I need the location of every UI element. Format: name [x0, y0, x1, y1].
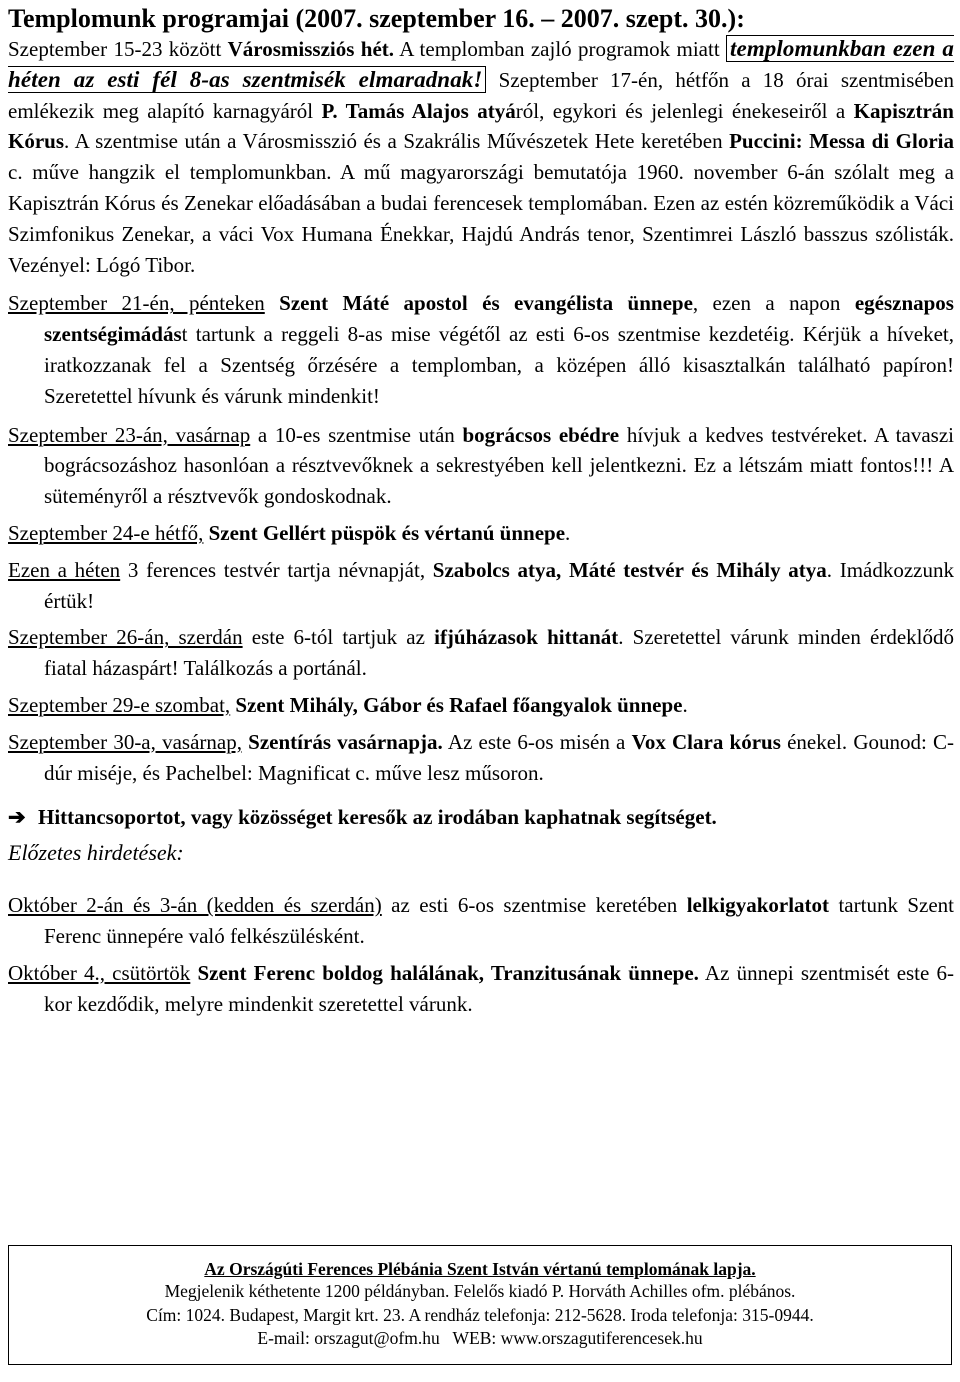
paragraph-oct-2-3 — [8, 890, 954, 952]
text: t tartunk a reggeli 8-as mise végétől az esti 6-os szentmise kezdetéig. Kérjük a híveket, iratkozzanak fel a Szentség őrzésére a templomban, a középen álló kisasztalkán található papíron! Szeretettel hívunk és várunk mindenkit! — [44, 322, 954, 408]
footer-line-1: Megjelenik kéthetente 1200 példányban. Felelős kiadó P. Horváth Achilles ofm. plébános. — [164, 1281, 796, 1301]
bold-szentsegimadas: egésznapos szentségimádás — [44, 291, 954, 347]
text: . — [565, 520, 571, 545]
text: tartunk Szent Ferenc ünnepére való felkészülésként. — [44, 893, 955, 949]
text: . — [682, 692, 688, 717]
paragraph-sept-21 — [8, 288, 954, 411]
text: Az este 6-os misén a — [442, 729, 632, 754]
footer-title: Az Országúti Ferences Plébánia Szent István vértanú templomának lapja. — [204, 1259, 756, 1279]
text: A templomban zajló programok miatt — [394, 37, 727, 61]
newsletter-page — [8, 4, 954, 1020]
bold-szent-mate: Szent Máté apostol és evangélista ünnepe — [279, 291, 693, 316]
text — [265, 291, 279, 315]
date-oct-4: Október 4., csütörtök — [8, 960, 191, 985]
date-sept-23: Szeptember 23-án, vasárnap — [8, 422, 251, 447]
bold-vox-clara: Vox Clara kórus — [631, 729, 781, 754]
footer-line-2: Cím: 1024. Budapest, Margit krt. 23. A rendház telefonja: 212-5628. Iroda telefonja: 315-0944. — [146, 1304, 814, 1325]
date-sept-24: Szeptember 24-e hétfő, — [8, 520, 204, 545]
bold-foangyalok: Szent Mihály, Gábor és Rafael főangyalok ünnepe — [235, 692, 683, 717]
bold-szent-ferenc: Szent Ferenc boldog halálának, Tranzitusának ünnepe. — [197, 960, 699, 985]
text: Az ünnepi szentmisét este 6-kor kezdődik, melyre mindenkit szeretettel várunk. — [44, 960, 954, 1016]
footer-box — [8, 1245, 952, 1365]
bold-tamas-alajos: P. Tamás Alajos atyá — [321, 98, 516, 123]
bold-lelkigyakorlat: lelkigyakorlatot — [686, 893, 830, 918]
hittan-notice — [8, 802, 954, 832]
bold-szent-gellert: Szent Gellért püspök és vértanú ünnepe — [208, 520, 566, 545]
paragraph-oct-4 — [8, 958, 954, 1020]
date-oct-2-3: Október 2-án és 3-án (kedden és szerdán) — [8, 893, 382, 918]
footer-line-3: E-mail: orszagut@ofm.hu WEB: www.orszagutiferencesek.hu — [257, 1328, 703, 1348]
preliminary-heading: Előzetes hirdetések: — [8, 840, 184, 866]
paragraph-sept-24 — [8, 518, 954, 549]
text: énekel. Gounod: C-dúr miséje, és Pachelbel: Magnificat c. műve lesz műsoron. — [44, 729, 955, 785]
bold-varosmisszios-het: Városmissziós hét. — [227, 37, 395, 61]
paragraph-sept-29 — [8, 690, 954, 721]
bold-ifjuhazasok: ifjúházasok hittanát — [434, 625, 619, 650]
paragraph-varosmisszio — [8, 34, 954, 280]
bold-szentiras: Szentírás vasárnapja. — [248, 729, 443, 754]
hittan-text: Hittancsoportot, vagy közösséget keresők az irodában kaphatnak segítséget. — [38, 805, 717, 830]
date-ezen-a-heten: Ezen a héten — [8, 557, 121, 582]
paragraph-sept-26 — [8, 622, 954, 684]
bold-messa-di-gloria: Puccini: Messa di Gloria — [729, 129, 954, 154]
text: a 10-es szentmise után — [250, 422, 463, 447]
text: . Szeretettel várunk minden érdeklődő fiatal házaspárt! Találkozás a portánál. — [44, 625, 954, 681]
bold-bogracsos-ebed: bográcsos ebédre — [462, 422, 620, 447]
text: este 6-tól tartjuk az — [242, 625, 435, 650]
boxed-notice: templomunkban ezen a héten az esti fél 8-as szentmisék elmaradnak! — [8, 36, 955, 92]
text: hívjuk a kedves testvéreket. A tavaszi bográcsozáshoz hasonlóan a résztvevőknek a sekrestyében kell jelentkezni. Ez a létszám miatt fontos!!! A süteményről a résztvevők gondoskodnak. — [44, 422, 954, 509]
text: , ezen a napon — [692, 291, 855, 316]
text: ról, egykori és jelenlegi énekeseiről a — [515, 98, 854, 123]
text: Szeptember 17-én, hétfőn a 18 órai szentmisében emlékezik meg alapító karnagyáról — [8, 67, 955, 123]
paragraph-sept-30 — [8, 727, 954, 789]
arrow-right-icon: ➔ — [8, 805, 26, 830]
text: Szeptember 15-23 között — [8, 37, 228, 61]
text: 3 ferences testvér tartja névnapját, — [120, 557, 433, 582]
text: . A szentmise után a Városmisszió és a Szakrális Művészetek Hete keretében — [64, 129, 730, 154]
bold-names: Szabolcs atya, Máté testvér és Mihály atya — [432, 557, 827, 582]
paragraph-nevnap — [8, 555, 954, 617]
page-title: Templomunk programjai (2007. szeptember 16. – 2007. szept. 30.): — [8, 4, 745, 33]
text: . Imádkozzunk értük! — [44, 557, 955, 613]
date-sept-29: Szeptember 29-e szombat, — [8, 692, 231, 717]
paragraph-sept-23 — [8, 420, 954, 512]
date-sept-26: Szeptember 26-án, szerdán — [8, 625, 243, 650]
text: c. műve hangzik el templomunkban. A mű magyarországi bemutatója 1960. november 6-án szólalt meg a Kapisztrán Kórus és Zenekar előadásában a budai ferencesek templomában. Ezen az estén közreműködik a Váci Szimfonikus Zenekar, a váci Vox Humana Énekkar, Hajdú András tenor, Szentimrei László basszus szólisták. Vezényel: Lógó Tibor. — [8, 160, 954, 277]
bold-kapisztran-korus: Kapisztrán Kórus — [8, 98, 954, 154]
text: az esti 6-os szentmise keretében — [381, 893, 687, 918]
date-sept-21: Szeptember 21-én, pénteken — [8, 291, 265, 316]
date-sept-30: Szeptember 30-a, vasárnap, — [8, 729, 242, 754]
